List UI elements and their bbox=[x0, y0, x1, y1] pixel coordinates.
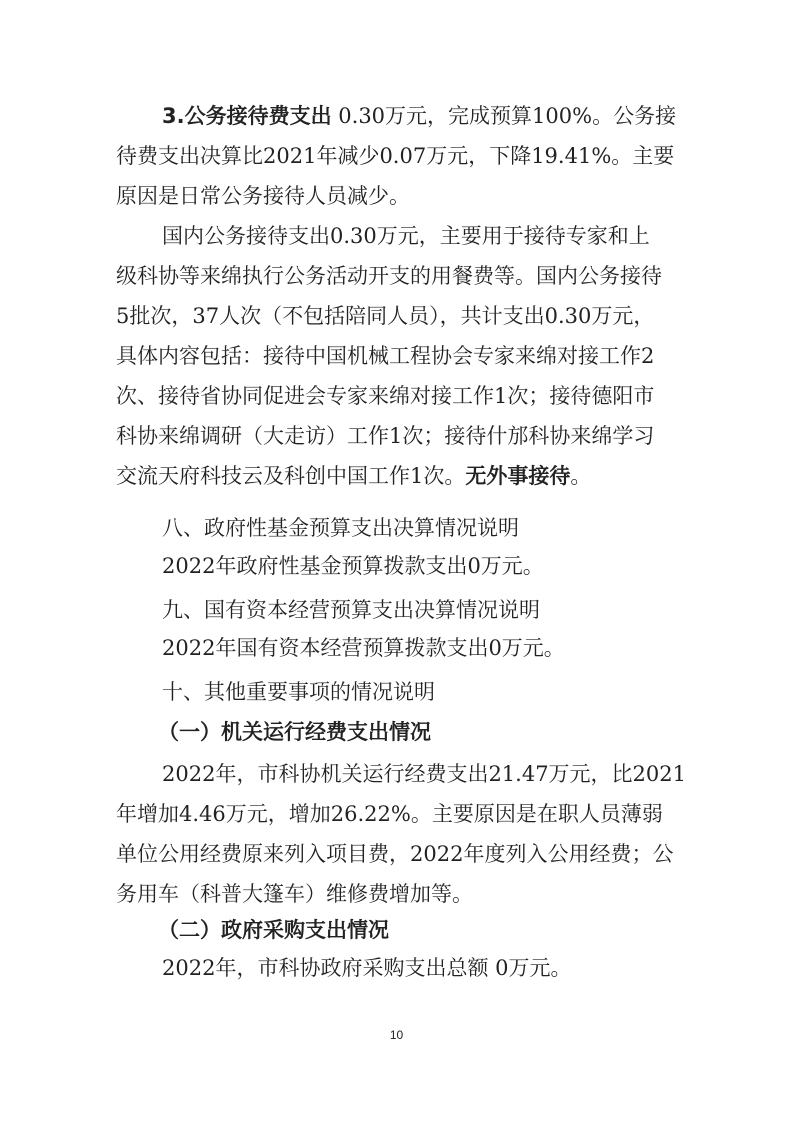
paragraph-line: 务用车（科普大篷车）维修费增加等。 bbox=[116, 882, 473, 906]
paragraph-line: 具体内容包括：接待中国机械工程协会专家来绵对接工作2 bbox=[116, 344, 655, 368]
paragraph-line: 2022年，市科协政府采购支出总额 0万元。 bbox=[162, 956, 572, 980]
paragraph-line: 级科协等来绵执行公务活动开支的用餐费等。国内公务接待 bbox=[116, 264, 662, 288]
paragraph-line: 国内公务接待支出0.30万元，主要用于接待专家和上 bbox=[162, 224, 650, 248]
paragraph-line: 科协来绵调研（大走访）工作1次；接待什邡科协来绵学习 bbox=[116, 424, 655, 448]
section-8-heading: 八、政府性基金预算支出决算情况说明 bbox=[162, 516, 519, 540]
subsection-1-heading: （一）机关运行经费支出情况 bbox=[158, 720, 431, 744]
paragraph-line: 年增加4.46万元，增加26.22%。主要原因是在职人员薄弱 bbox=[116, 802, 663, 826]
paragraph-line: 原因是日常公务接待人员减少。 bbox=[116, 184, 410, 208]
section-9-heading: 九、国有资本经营预算支出决算情况说明 bbox=[162, 598, 540, 622]
paragraph-line: 5批次，37人次（不包括陪同人员），共计支出0.30万元， bbox=[116, 304, 655, 328]
paragraph-line: 待费支出决算比2021年减少0.07万元，下降19.41%。主要 bbox=[116, 144, 675, 168]
paragraph-line: 2022年，市科协机关运行经费支出21.47万元，比2021 bbox=[162, 762, 687, 786]
paragraph-line: 3.公务接待费支出 0.30万元，完成预算100%。公务接 bbox=[162, 104, 677, 128]
no-foreign-reception: 无外事接待 bbox=[465, 464, 571, 488]
section-3-heading: 3.公务接待费支出 bbox=[162, 104, 332, 128]
paragraph-line: 交流天府科技云及科创中国工作1次。无外事接待。 bbox=[116, 464, 592, 488]
paragraph-line: 单位公用经费原来列入项目费，2022年度列入公用经费；公 bbox=[116, 842, 674, 866]
section-10-heading: 十、其他重要事项的情况说明 bbox=[162, 680, 435, 704]
section-9-text: 2022年国有资本经营预算拨款支出0万元。 bbox=[162, 636, 565, 660]
subsection-2-heading: （二）政府采购支出情况 bbox=[158, 918, 389, 942]
page-number: 10 bbox=[389, 1028, 404, 1042]
paragraph-line: 次、接待省协同促进会专家来绵对接工作1次；接待德阳市 bbox=[116, 384, 655, 408]
section-8-text: 2022年政府性基金预算拨款支出0万元。 bbox=[162, 554, 544, 578]
